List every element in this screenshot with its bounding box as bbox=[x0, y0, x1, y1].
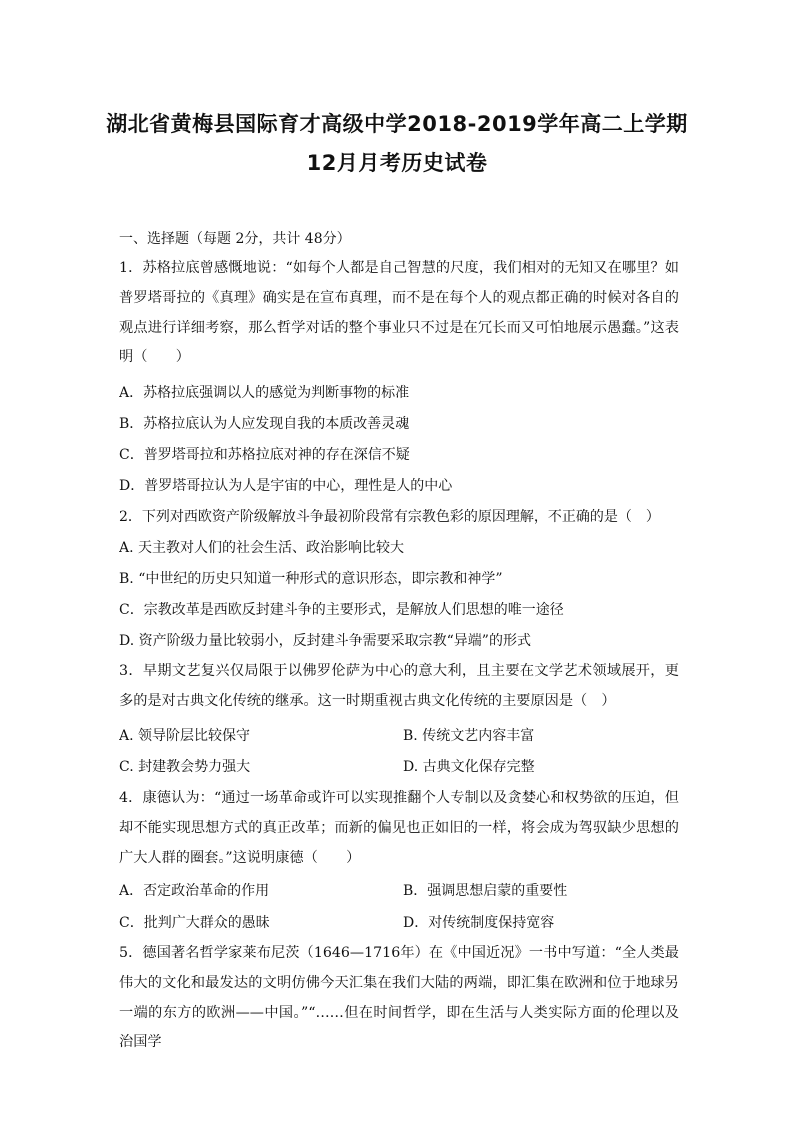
question-1-option-b: B．苏格拉底认为人应发现自我的本质改善灵魂 bbox=[119, 416, 410, 432]
question-1-stem: 1．苏格拉底曾感慨地说：“如每个人都是自己智慧的尺度，我们相对的无知又在哪里？如普罗塔哥拉的《真理》确实是在宣布真理，而不是在每个人的观点都正确的时候对各自的观点进行详细考察，那么哲学对话的整个事业只不过是在冗长而又可怕地展示愚蠢。”这表明（ ） bbox=[119, 260, 679, 366]
exam-title-line-2: 12月月考历史试卷 bbox=[306, 151, 488, 175]
question-1-option-a: A．苏格拉底强调以人的感觉为判断事物的标准 bbox=[119, 385, 410, 401]
question-3-option-c: C. 封建教会势力强大 bbox=[119, 759, 251, 775]
section-heading: 一、选择题（每题 2分，共计 48分） bbox=[119, 231, 351, 247]
question-4-option-b: B．强调思想启蒙的重要性 bbox=[403, 883, 568, 899]
question-3-stem: 3．早期文艺复兴仅局限于以佛罗伦萨为中心的意大利，且主要在文学艺术领域展开，更多的是对古典文化传统的继承。这一时期重视古典文化传统的主要原因是（ ） bbox=[119, 663, 679, 709]
exam-title-line-1: 湖北省黄梅县国际育才高级中学2018-2019学年高二上学期 bbox=[106, 112, 688, 136]
question-2-stem: 2．下列对西欧资产阶级解放斗争最初阶段常有宗教色彩的原因理解，不正确的是（ ） bbox=[119, 509, 660, 525]
question-2-option-d: D. 资产阶级力量比较弱小，反封建斗争需要采取宗教“异端”的形式 bbox=[119, 633, 531, 649]
question-1-option-d: D．普罗塔哥拉认为人是宇宙的中心，理性是人的中心 bbox=[119, 478, 453, 494]
question-3-option-b: B. 传统文艺内容丰富 bbox=[403, 728, 535, 744]
question-5-stem: 5．德国著名哲学家莱布尼茨（1646—1716年）在《中国近况》一书中写道：“全人类最伟大的文化和最发达的文明仿佛今天汇集在我们大陆的两端，即汇集在欧洲和位于地球另一端的东方的欧洲——中国。”“……但在时间哲学，即在生活与人类实际方面的伦理以及治国学 bbox=[119, 945, 679, 1051]
question-2-option-b: B. “中世纪的历史只知道一种形式的意识形态，即宗教和神学” bbox=[119, 571, 503, 587]
question-4-option-c: C．批判广大群众的愚昧 bbox=[119, 915, 270, 931]
question-4-option-a: A．否定政治革命的作用 bbox=[119, 883, 270, 899]
question-4-option-d: D．对传统制度保持宽容 bbox=[403, 915, 555, 931]
question-3-option-d: D. 古典文化保存完整 bbox=[403, 759, 535, 775]
question-2-option-a: A. 天主教对人们的社会生活、政治影响比较大 bbox=[119, 540, 405, 556]
question-3-option-a: A. 领导阶层比较保守 bbox=[119, 728, 251, 744]
question-2-option-c: C．宗教改革是西欧反封建斗争的主要形式，是解放人们思想的唯一途径 bbox=[119, 602, 564, 618]
question-4-stem: 4．康德认为：“通过一场革命或许可以实现推翻个人专制以及贪婪心和权势欲的压迫，但却不能实现思想方式的真正改革；而新的偏见也正如旧的一样，将会成为驾驭缺少思想的广大人群的圈套。”这说明康德（ ） bbox=[119, 790, 679, 866]
question-1-option-c: C．普罗塔哥拉和苏格拉底对神的存在深信不疑 bbox=[119, 447, 410, 463]
